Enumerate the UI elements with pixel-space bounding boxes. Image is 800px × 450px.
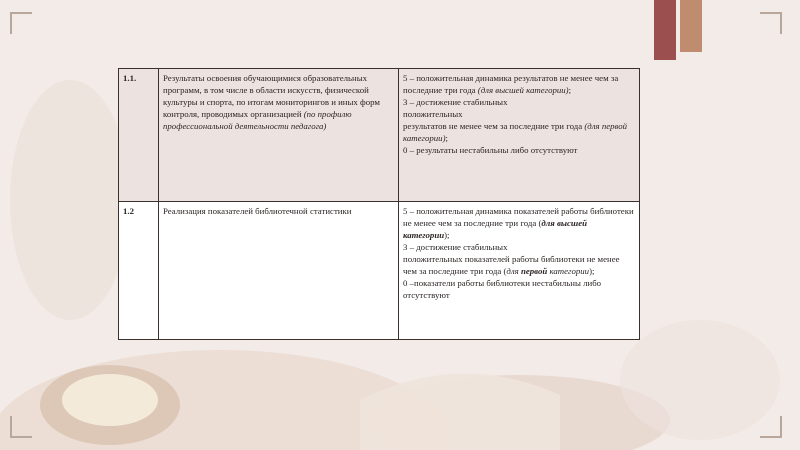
bookmark-ribbon-dark (654, 0, 676, 60)
score-line-tail: ; (568, 85, 572, 95)
criterion-text: Реализация показателей библиотечной статистики (163, 206, 352, 216)
score-line-tail: ); (589, 266, 595, 276)
frame-corner-bottom-right (760, 416, 782, 438)
score-cell (399, 69, 640, 202)
criterion-cell (159, 202, 399, 340)
score-line-tail: ); (444, 230, 450, 240)
criteria-table (118, 68, 640, 340)
score-line (403, 253, 635, 277)
score-line (403, 72, 635, 96)
score-line (403, 108, 635, 120)
criterion-cell (159, 69, 399, 202)
score-line-text: 0 – результаты нестабильны либо отсутствуют (403, 145, 578, 155)
category-note: для высшей категории (403, 218, 588, 240)
table-row (119, 69, 640, 202)
score-line-text: положительных показателей работы библиотеки не менее чем за последние три года ( (403, 254, 620, 276)
score-line (403, 241, 635, 253)
score-line (403, 277, 635, 301)
score-line-tail: ; (445, 133, 448, 143)
criterion-text: Результаты освоения обучающимися образовательных программ, в том числе в области искусств, физической культуры и спорта, по итогам мониторингов и иных форм контроля, проводимых организацией (163, 73, 380, 119)
category-note: категории (547, 266, 590, 276)
score-line-text: результатов не менее чем за последние три года (403, 121, 585, 131)
frame-corner-top-right (760, 12, 782, 34)
category-note: (для первой категории) (403, 121, 628, 143)
score-line-text: 5 – положительная динамика показателей работы библиотеки не менее чем за последние три года ( (403, 206, 634, 228)
score-line (403, 96, 635, 108)
criteria-table-container (118, 68, 640, 340)
score-line (403, 205, 635, 241)
row-number: 1.1. (119, 69, 159, 202)
category-note: (для высшей категории) (477, 85, 569, 95)
frame-corner-bottom-left (10, 416, 32, 438)
table-row (119, 202, 640, 340)
criterion-note: (по профилю профессиональной деятельности педагога) (163, 109, 352, 131)
score-line (403, 120, 635, 144)
category-note: для (506, 266, 521, 276)
category-note: первой (520, 266, 548, 276)
frame-corner-top-left (10, 12, 32, 34)
score-line-text: 0 –показатели работы библиотеки нестабильны либо отсутствуют (403, 278, 602, 300)
score-line (403, 144, 635, 156)
bookmark-ribbon-light (680, 0, 702, 52)
score-line-text: положительных (403, 109, 463, 119)
score-cell (399, 202, 640, 340)
score-line-text: 3 – достижение стабильных (403, 97, 508, 107)
row-number: 1.2 (119, 202, 159, 340)
score-line-text: 3 – достижение стабильных (403, 242, 508, 252)
score-line-text: 5 – положительная динамика результатов не менее чем за последние три года (403, 73, 619, 95)
